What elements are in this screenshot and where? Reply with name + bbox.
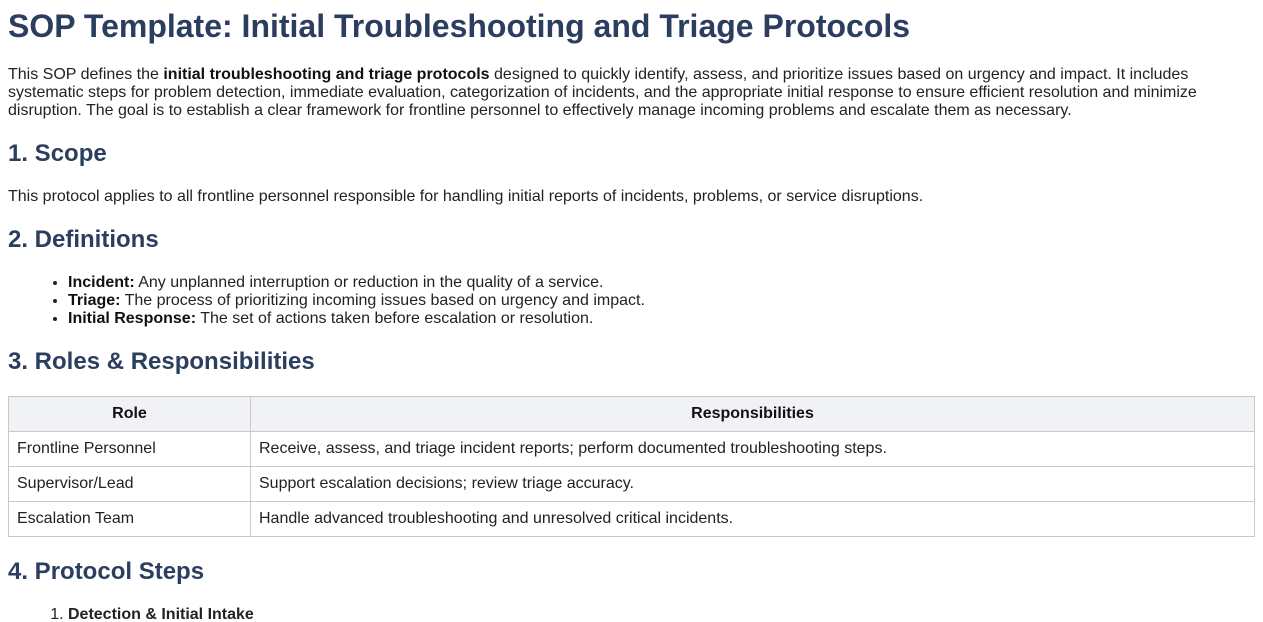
scope-heading: 1. Scope <box>8 140 107 167</box>
intro-text-end: designed to quickly identify, assess, and prioritize issues based on urgency and impact. It includes systematic steps for problem detection, immediate evaluation, categorization of incidents, and the appropriate initial response to ensure efficient resolution and minimize disruption. The goal is to establish a clear framework for frontline personnel to effectively manage incoming problems and escalate them as necessary. <box>8 66 1197 119</box>
definition-item <box>68 310 1255 328</box>
role-cell: Escalation Team <box>9 502 251 537</box>
definition-term: Triage: <box>68 292 121 309</box>
table-row <box>9 502 1255 537</box>
definition-item <box>68 274 1255 292</box>
roles-table <box>8 396 1255 537</box>
definition-term: Incident: <box>68 274 135 291</box>
scope-text: This protocol applies to all frontline personnel responsible for handling initial reports of incidents, problems, or service disruptions. <box>8 188 924 205</box>
definition-text: Any unplanned interruption or reduction in the quality of a service. <box>134 274 604 291</box>
intro-text-start: This SOP defines the <box>8 66 164 83</box>
role-cell: Frontline Personnel <box>9 432 251 467</box>
roles-heading: 3. Roles & Responsibilities <box>8 348 315 375</box>
column-header-responsibilities: Responsibilities <box>251 397 1255 432</box>
protocol-steps-heading: 4. Protocol Steps <box>8 558 205 585</box>
intro-paragraph <box>8 66 1255 120</box>
definition-item <box>68 292 1255 310</box>
page-title: SOP Template: Initial Troubleshooting and Triage Protocols <box>8 8 911 44</box>
table-row <box>9 432 1255 467</box>
column-header-role: Role <box>9 397 251 432</box>
responsibility-cell: Support escalation decisions; review triage accuracy. <box>251 467 1255 502</box>
role-cell: Supervisor/Lead <box>9 467 251 502</box>
definition-text: The process of prioritizing incoming issues based on urgency and impact. <box>120 292 645 309</box>
intro-bold-phrase: initial troubleshooting and triage protocols <box>163 66 490 83</box>
definitions-heading: 2. Definitions <box>8 226 159 253</box>
table-header-row <box>9 397 1255 432</box>
definition-text: The set of actions taken before escalation or resolution. <box>196 310 594 327</box>
table-row <box>9 467 1255 502</box>
responsibility-cell: Receive, assess, and triage incident reports; perform documented troubleshooting steps. <box>251 432 1255 467</box>
protocol-steps-list <box>8 606 1255 622</box>
definitions-list <box>8 274 1255 328</box>
protocol-step-item: 1. Detection & Initial Intake <box>68 606 1255 622</box>
definition-term: Initial Response: <box>68 310 197 327</box>
responsibility-cell: Handle advanced troubleshooting and unresolved critical incidents. <box>251 502 1255 537</box>
